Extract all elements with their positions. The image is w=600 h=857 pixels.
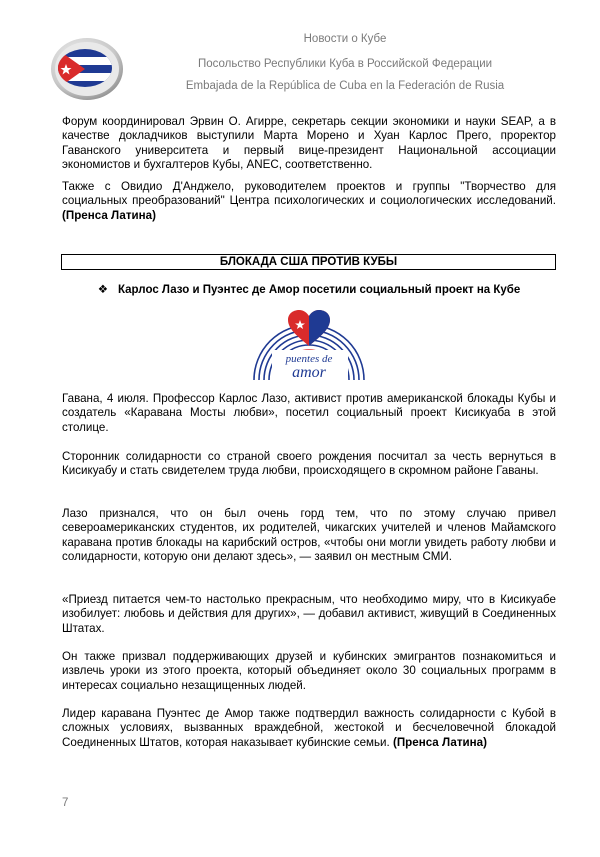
article-paragraph-3: Лазо признался, что он был очень горд тем, что по этому случаю привел североамериканских студентов, их родителей, чикагских учителей и членов Майамского каравана против блокады на карибский остров, «чтобы они могли увидеть работу любви и солидарности, которую они делают здесь», — заявил он местным СМИ. bbox=[62, 507, 556, 564]
page-number: 7 bbox=[62, 797, 69, 809]
article-paragraph-6-text: Лидер каравана Пуэнтес де Амор также подтвердил важность солидарности с Кубой в сложных условиях, вызванных враждебной, жестокой и бесчеловечной блокадой Соединенных Штатов, которая наказывает кубинские семьи. bbox=[62, 707, 556, 749]
article-paragraph-6 bbox=[62, 707, 556, 750]
header-embassy-es: Embajada de la República de Cuba en la Federación de Rusia bbox=[185, 80, 505, 92]
article-paragraph-2: Сторонник солидарности со страной своего рождения посчитал за честь вернуться в Кисикуабу и стать свидетелем труда любви, происходящего в скромном районе Гаваны. bbox=[62, 450, 556, 478]
article-title-text: Карлос Лазо и Пуэнтес де Амор посетили социальный проект на Кубе bbox=[118, 284, 521, 296]
article-paragraph-4: «Приезд питается чем-то настолько прекрасным, что необходимо миру, что в Кисикуабе изобилует: любовь и действия для других», — добавил активист, живущий в Соединенных Штатах. bbox=[62, 593, 556, 635]
intro-paragraph-2 bbox=[62, 180, 556, 223]
intro-paragraph-1: Форум координировал Эрвин О. Агирре, секретарь секции экономики и науки SEAP, а в качестве докладчиков выступили Марта Морено и Хуан Карлос Прего, проректор Гаванского университета и первый вице-президент Национальной ассоциации экономистов и бухгалтеров Кубы, ANEC, соответственно. bbox=[62, 115, 556, 172]
article-paragraph-5: Он также призвал поддерживающих друзей и кубинских эмигрантов познакомиться и извлечь уроки из этого проекта, который объединяет около 30 социальных программ в интересах социально незащищенных людей. bbox=[62, 650, 556, 692]
source-label: (Пренса Латина) bbox=[62, 208, 156, 222]
intro-paragraph-2-text: Также с Овидио Д'Анджело, руководителем проектов и группы "Творчество для социальных преобразований" Центра психологических и социологических исследований. bbox=[62, 180, 556, 208]
header-embassy-ru: Посольство Республики Куба в Российской Федерации bbox=[197, 58, 493, 70]
logo-text-2: amor bbox=[292, 364, 326, 381]
article-paragraph-1: Гавана, 4 июля. Профессор Карлос Лазо, активист против американской блокады Кубы и создатель «Каравана Мосты любви», посетил социальный проект Кисикуаба в этой столице. bbox=[62, 392, 556, 434]
logo-text-1: puentes de bbox=[285, 353, 333, 365]
source-label: (Пренса Латина) bbox=[392, 735, 487, 749]
cuban-flag-logo-icon bbox=[49, 35, 125, 103]
header-title: Новости о Кубе bbox=[303, 33, 387, 45]
section-heading: БЛОКАДА США ПРОТИВ КУБЫ bbox=[61, 254, 556, 270]
article-title bbox=[62, 282, 556, 296]
diamond-bullet-icon: ❖ bbox=[97, 284, 108, 296]
puentes-de-amor-logo-icon bbox=[248, 310, 370, 382]
